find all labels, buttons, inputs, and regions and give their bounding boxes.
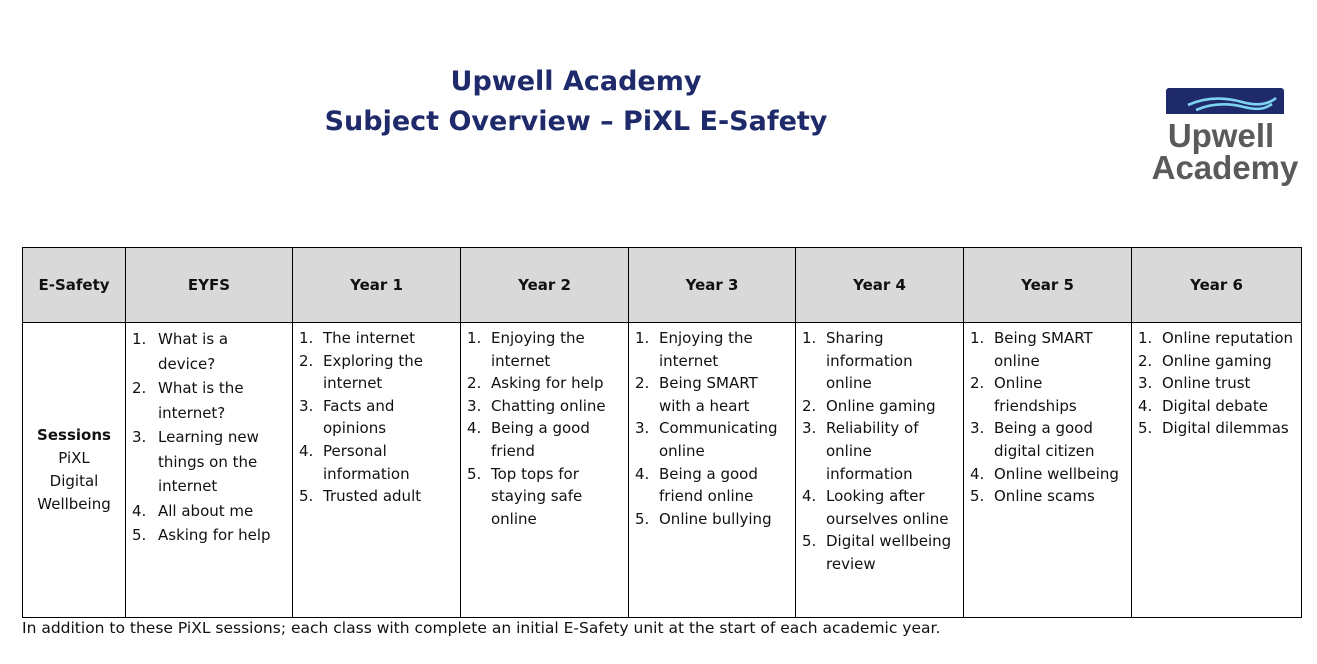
title-line-1: Upwell Academy xyxy=(450,66,702,97)
list-item: The internet xyxy=(323,329,415,347)
sessions-row xyxy=(23,323,1302,618)
list-item: Online bullying xyxy=(659,509,772,528)
year-5-session-list xyxy=(970,327,1128,508)
list-item: Reliability of online information xyxy=(826,419,919,483)
list-item: Looking after ourselves online xyxy=(826,487,949,528)
header-year-5: Year 5 xyxy=(964,248,1132,323)
list-item: Communicating online xyxy=(659,419,778,460)
year-6-session-list xyxy=(1138,327,1298,440)
sessions-sublabel: Digital xyxy=(49,472,99,490)
logo-text-upwell: Upwell xyxy=(1167,117,1275,154)
year-2-session-list xyxy=(467,327,625,530)
list-item: Chatting online xyxy=(491,396,606,415)
list-item: Being SMART with a heart xyxy=(659,374,758,415)
list-item: Online trust xyxy=(1162,374,1251,393)
year-1-sessions-cell xyxy=(293,323,461,618)
upwell-academy-logo xyxy=(1150,88,1300,188)
list-item: Trusted adult xyxy=(323,487,422,506)
header-e-safety: E-Safety xyxy=(23,248,126,323)
document-title xyxy=(0,62,1152,142)
list-item: Being a good friend online xyxy=(659,464,758,506)
footer-note: In addition to these PiXL sessions; each class with complete an initial E-Safety unit at the start of each academic year. xyxy=(22,619,941,637)
list-item: Facts and opinions xyxy=(323,396,395,438)
list-item: What is a device? xyxy=(158,330,229,373)
list-item: All about me xyxy=(158,501,254,520)
list-item: What is the internet? xyxy=(158,379,244,422)
list-item: Being a good friend xyxy=(491,419,590,460)
title-line-2: Subject Overview – PiXL E-Safety xyxy=(324,106,828,137)
year-3-sessions-cell xyxy=(629,323,796,618)
list-item: Asking for help xyxy=(491,374,604,393)
list-item: Enjoying the internet xyxy=(491,329,585,370)
sessions-row-label xyxy=(23,323,126,618)
list-item: Asking for help xyxy=(158,526,271,544)
sessions-sublabel: Wellbeing xyxy=(37,495,111,513)
header-year-6: Year 6 xyxy=(1132,248,1302,323)
eyfs-session-list xyxy=(132,327,289,548)
list-item: Being a good digital citizen xyxy=(994,419,1095,460)
year-4-sessions-cell xyxy=(796,323,964,618)
header-year-3: Year 3 xyxy=(629,248,796,323)
logo-text-academy: Academy xyxy=(1151,149,1299,186)
list-item: Digital debate xyxy=(1162,396,1268,415)
year-2-sessions-cell xyxy=(461,323,629,618)
list-item: Sharing information online xyxy=(826,329,913,393)
header-year-2: Year 2 xyxy=(461,248,629,323)
list-item: Online friendships xyxy=(994,374,1077,415)
list-item: Exploring the internet xyxy=(323,351,423,393)
list-item: Online scams xyxy=(994,487,1095,506)
list-item: Online gaming xyxy=(826,396,936,415)
header-year-1: Year 1 xyxy=(293,248,461,323)
list-item: Enjoying the internet xyxy=(659,329,753,370)
header-row xyxy=(23,248,1302,323)
list-item: Learning new things on the internet xyxy=(158,428,259,495)
header-year-4: Year 4 xyxy=(796,248,964,323)
sessions-label: Sessions xyxy=(37,426,111,444)
list-item: Being SMART online xyxy=(994,329,1093,370)
logo-banner xyxy=(1166,88,1284,114)
list-item: Online gaming xyxy=(1162,351,1272,370)
list-item: Personal information xyxy=(323,441,410,483)
header-eyfs: EYFS xyxy=(126,248,293,323)
list-item: Online reputation xyxy=(1162,329,1294,347)
eyfs-sessions-cell xyxy=(126,323,293,618)
year-1-session-list xyxy=(299,327,457,508)
sessions-sublabel: PiXL xyxy=(58,449,90,467)
e-safety-overview-table xyxy=(22,247,1302,618)
list-item: Online wellbeing xyxy=(994,464,1119,483)
year-3-session-list xyxy=(635,327,792,530)
year-6-sessions-cell xyxy=(1132,323,1302,618)
year-5-sessions-cell xyxy=(964,323,1132,618)
list-item: Digital dilemmas xyxy=(1162,419,1289,438)
list-item: Top tops for staying safe online xyxy=(491,464,583,528)
logo-wave-icon xyxy=(1166,88,1284,114)
year-4-session-list xyxy=(802,327,960,576)
list-item: Digital wellbeing review xyxy=(826,532,952,573)
